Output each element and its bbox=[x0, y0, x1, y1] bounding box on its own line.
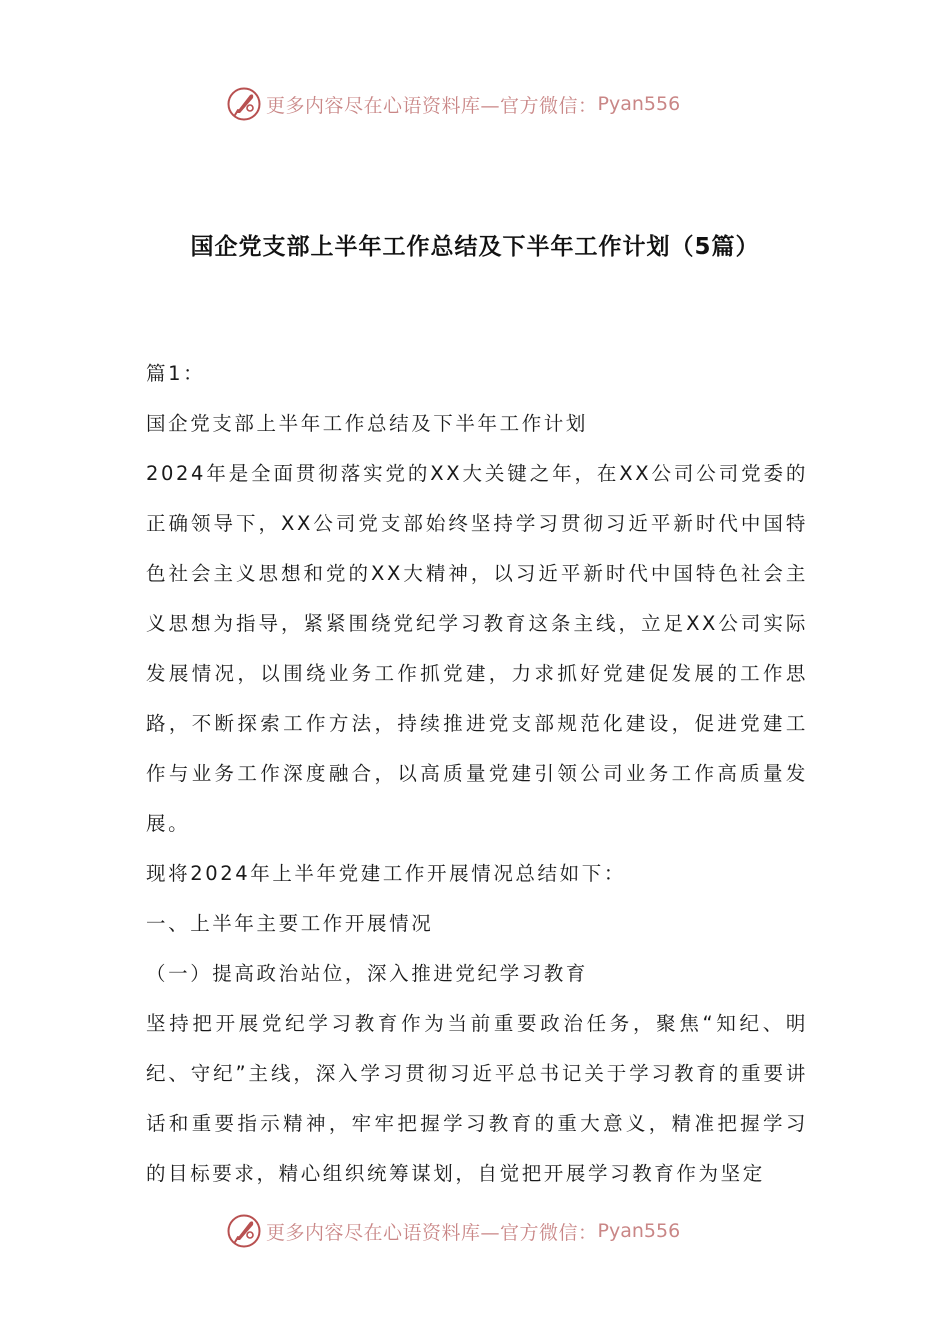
document-body bbox=[146, 349, 808, 1199]
heading-level-1: 一、上半年主要工作开展情况 bbox=[146, 912, 434, 935]
intro-paragraph: 2024年是全面贯彻落实党的XX大关键之年，在XX公司公司党委的正确领导下，XX公司党支部始终坚持学习贯彻习近平新时代中国特色社会主义思想和党的XX大精神，以习近平新时代中国特色社会主义思想为指导，紧紧围绕党纪学习教育这条主线，立足XX公司实际发展情况，以围绕业务工作抓党建，力求抓好党建促发展的工作思路，不断探索工作方法，持续推进党支部规范化建设，促进党建工作与业务工作深度融合，以高质量党建引领公司业务工作高质量发展。 bbox=[146, 462, 808, 835]
quill-logo-icon bbox=[226, 1213, 262, 1249]
footer-watermark bbox=[226, 1211, 680, 1251]
summary-lead: 现将2024年上半年党建工作开展情况总结如下： bbox=[146, 862, 626, 885]
watermark-wechat-id: Pyan556 bbox=[597, 1220, 681, 1242]
watermark-text: 更多内容尽在心语资料库—官方微信： bbox=[266, 1221, 598, 1244]
header-watermark bbox=[226, 84, 680, 124]
watermark-wechat-id: Pyan556 bbox=[597, 93, 681, 115]
section-title: 国企党支部上半年工作总结及下半年工作计划 bbox=[146, 412, 589, 435]
section-label: 篇1： bbox=[146, 362, 206, 385]
heading-level-2: （一）提高政治站位，深入推进党纪学习教育 bbox=[146, 962, 589, 985]
watermark-text: 更多内容尽在心语资料库—官方微信： bbox=[266, 94, 598, 117]
quill-logo-icon bbox=[226, 86, 262, 122]
body-paragraph: 坚持把开展党纪学习教育作为当前重要政治任务，聚焦“知纪、明纪、守纪”主线，深入学习贯彻习近平总书记关于学习教育的重要讲话和重要指示精神，牢牢把握学习教育的重大意义，精准把握学习的目标要求，精心组织统筹谋划，自觉把开展学习教育作为坚定 bbox=[146, 1012, 808, 1185]
document-title: 国企党支部上半年工作总结及下半年工作计划（5篇） bbox=[190, 234, 760, 260]
